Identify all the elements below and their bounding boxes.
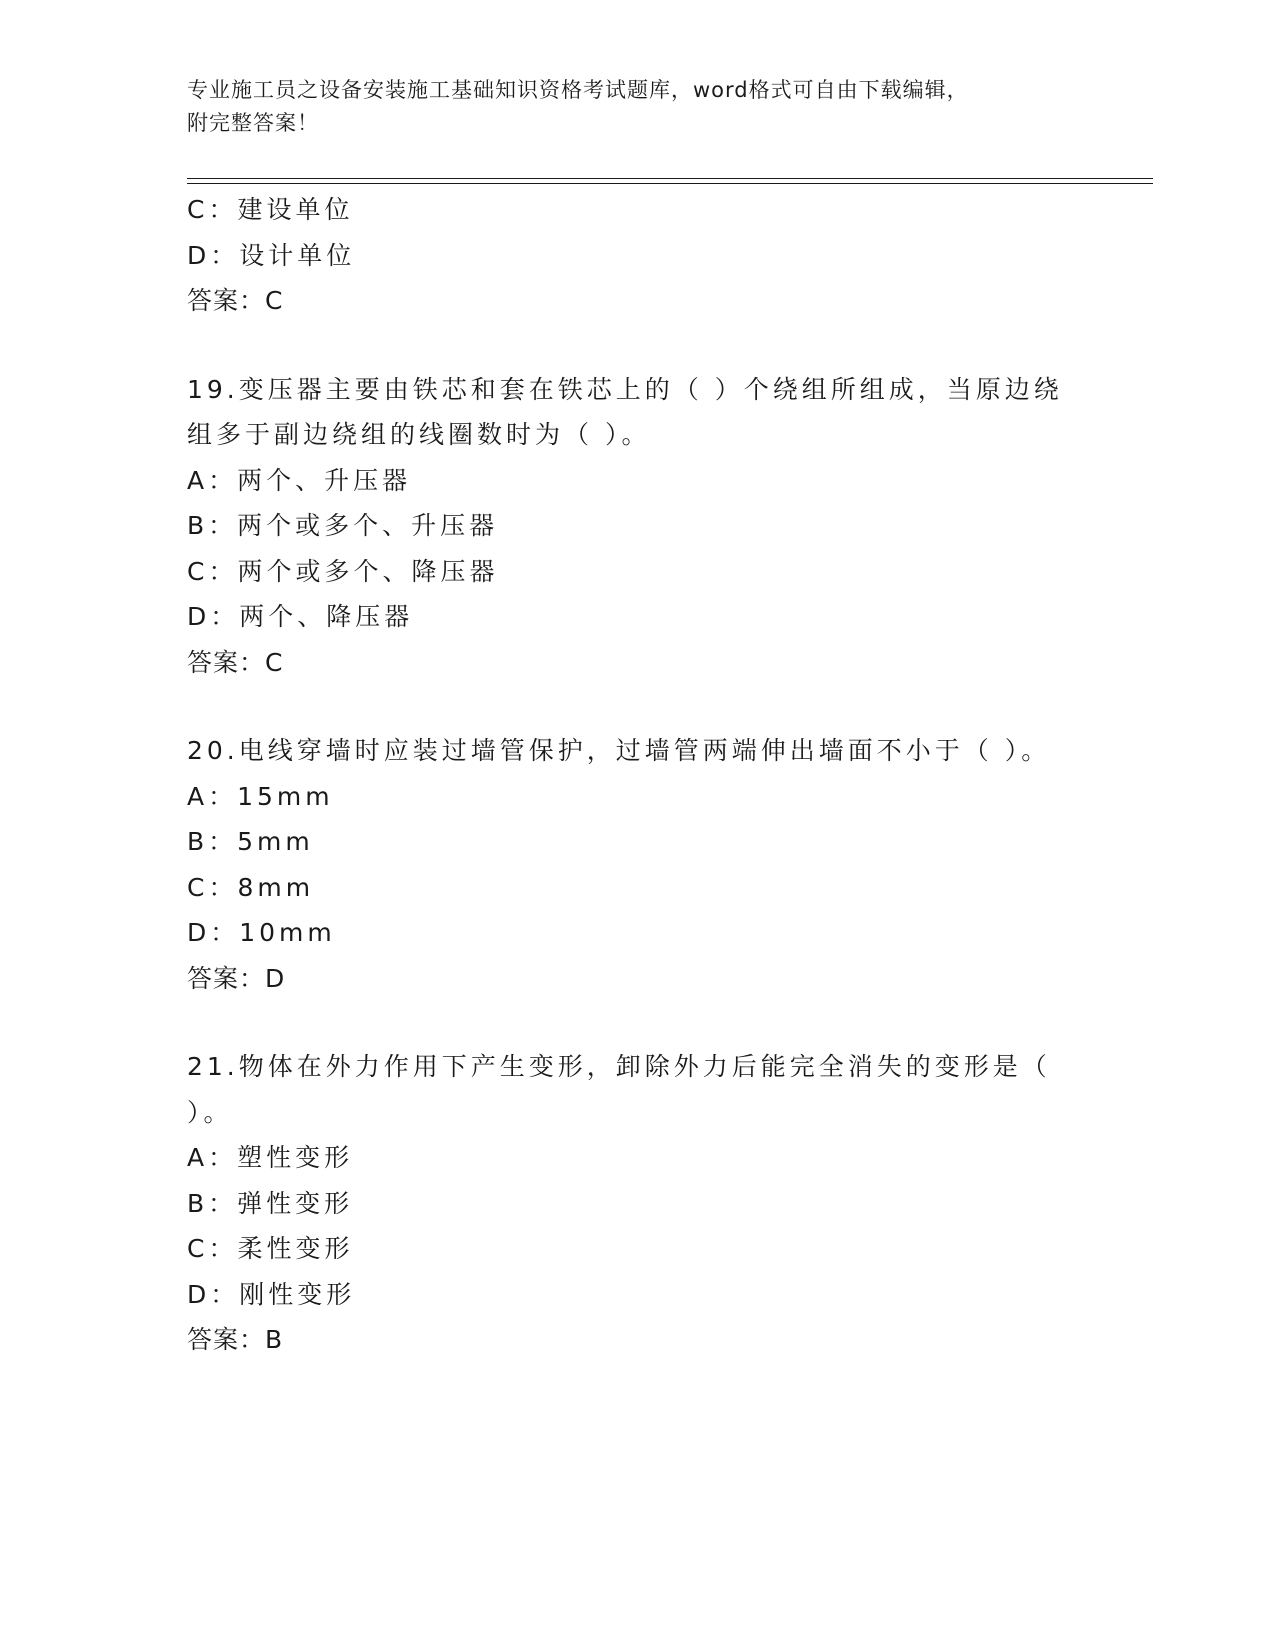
question-20 bbox=[187, 728, 1067, 1001]
option-c: C：建设单位 bbox=[187, 195, 354, 224]
option-c: C：两个或多个、降压器 bbox=[187, 556, 499, 586]
option-d: D：10mm bbox=[187, 918, 336, 947]
header-line-1: 专业施工员之设备安装施工基础知识资格考试题库，word格式可自由下载编辑， bbox=[187, 78, 969, 102]
answer-line: 答案：C bbox=[187, 647, 284, 677]
option-c: C：8mm bbox=[187, 872, 315, 902]
option-a: A：15mm bbox=[187, 781, 334, 811]
option-b: B：5mm bbox=[187, 827, 314, 856]
option-d: D：设计单位 bbox=[187, 240, 356, 270]
question-stem-line-2: ）。 bbox=[187, 1097, 233, 1127]
answer-line: 答案：D bbox=[187, 963, 286, 993]
question-21 bbox=[187, 1044, 1067, 1363]
option-c: C：柔性变形 bbox=[187, 1234, 354, 1263]
question-stem-line-2: 组多于副边绕组的线圈数时为（ ）。 bbox=[187, 420, 651, 449]
option-d: D：刚性变形 bbox=[187, 1279, 356, 1309]
header-divider-bottom bbox=[187, 183, 1153, 184]
question-content bbox=[187, 187, 1067, 1363]
option-b: B：两个或多个、升压器 bbox=[187, 511, 499, 540]
previous-question-block bbox=[187, 187, 1067, 324]
header-divider-top bbox=[187, 178, 1153, 179]
question-19 bbox=[187, 367, 1067, 686]
option-a: A：两个、升压器 bbox=[187, 465, 412, 495]
question-stem-line-1: 21.物体在外力作用下产生变形，卸除外力后能完全消失的变形是（ bbox=[187, 1052, 1051, 1081]
answer-line: 答案：C bbox=[187, 286, 284, 315]
answer-line: 答案：B bbox=[187, 1325, 284, 1354]
document-header bbox=[187, 74, 1067, 140]
question-stem-line-1: 20.电线穿墙时应装过墙管保护，过墙管两端伸出墙面不小于（ ）。 bbox=[187, 736, 1051, 765]
question-stem-line-1: 19.变压器主要由铁芯和套在铁芯上的（ ）个绕组所组成，当原边绕 bbox=[187, 374, 1063, 404]
option-b: B：弹性变形 bbox=[187, 1188, 354, 1218]
header-line-2: 附完整答案！ bbox=[187, 111, 319, 135]
option-a: A：塑性变形 bbox=[187, 1143, 354, 1172]
option-d: D：两个、降压器 bbox=[187, 602, 414, 631]
